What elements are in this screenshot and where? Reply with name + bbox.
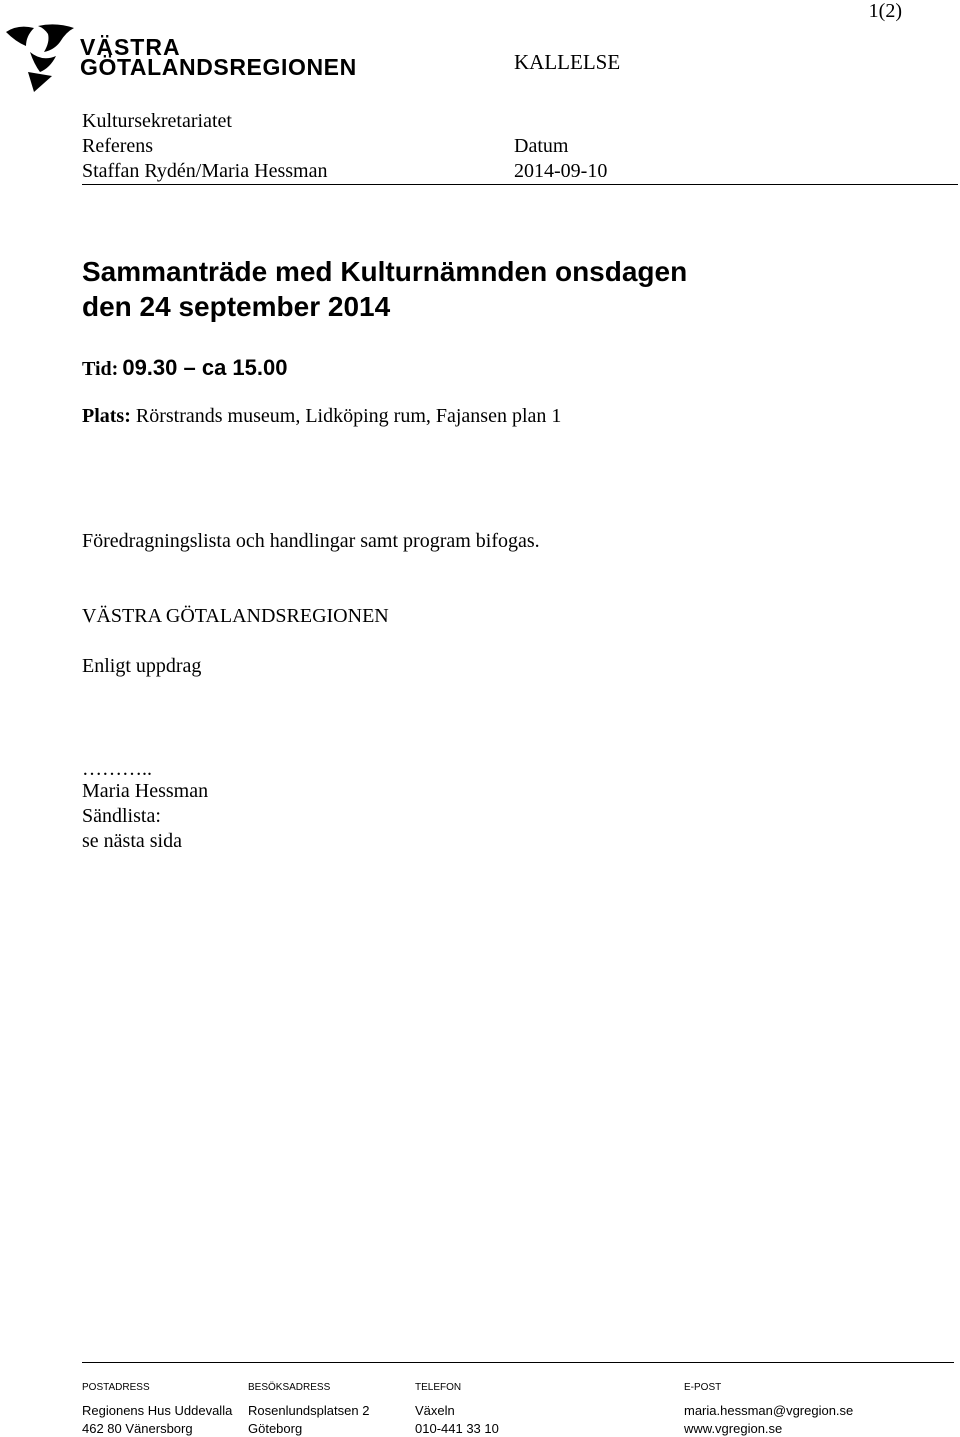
date-value: 2014-09-10 (514, 160, 608, 182)
footer-visiting-line1: Rosenlundsplatsen 2 (248, 1403, 370, 1418)
footer-header-email: E-POST (684, 1382, 722, 1393)
organization-caps: VÄSTRA GÖTALANDSREGIONEN (82, 605, 389, 627)
header-divider (82, 184, 958, 185)
footer-website-link[interactable]: www.vgregion.se (684, 1421, 783, 1436)
footer-phone-number: 010-441 33 10 (415, 1421, 499, 1436)
page-number: 1(2) (868, 0, 902, 22)
footer-email-link[interactable]: maria.hessman@vgregion.se (684, 1403, 854, 1418)
footer-phone-line1: Växeln (415, 1403, 455, 1418)
footer-header-postal: POSTADRESS (82, 1382, 150, 1393)
place-label: Plats: (82, 405, 131, 427)
signer-name: Maria Hessman (82, 780, 209, 802)
time-label: Tid: (82, 358, 119, 380)
assignment-note: Enligt uppdrag (82, 655, 202, 677)
logo-text-line2: GÖTALANDSREGIONEN (80, 54, 357, 80)
footer-header-visiting: BESÖKSADRESS (248, 1382, 331, 1393)
footer-postal-line2: 462 80 Vänersborg (82, 1421, 193, 1436)
vgr-logo-icon (4, 22, 80, 94)
vgr-logo (4, 22, 357, 94)
footer-visiting-line2: Göteborg (248, 1421, 303, 1436)
footer-header-phone: TELEFON (415, 1382, 462, 1393)
meeting-place (82, 405, 561, 428)
document-type: KALLELSE (514, 50, 621, 74)
footer-postal-line1: Regionens Hus Uddevalla (82, 1403, 233, 1418)
attachments-note: Föredragningslista och handlingar samt program bifogas. (82, 530, 540, 552)
logo-text-line1: VÄSTRA (80, 34, 181, 60)
meeting-title-line2: den 24 september 2014 (82, 291, 391, 322)
date-label: Datum (514, 135, 569, 157)
signature-dots: ……….. (82, 758, 152, 780)
reference-label: Referens (82, 135, 154, 157)
meeting-time (82, 355, 287, 381)
organization: Kultursekretariatet (82, 110, 232, 132)
sendlist-label: Sändlista: (82, 805, 161, 827)
footer-divider (82, 1362, 954, 1363)
sendlist-reference: se nästa sida (82, 830, 182, 852)
time-value: 09.30 – ca 15.00 (122, 355, 288, 380)
meeting-title-line1: Sammanträde med Kulturnämnden onsdagen (82, 256, 688, 287)
reference-value: Staffan Rydén/Maria Hessman (82, 160, 328, 182)
place-value: Rörstrands museum, Lidköping rum, Fajansen plan 1 (135, 405, 562, 427)
